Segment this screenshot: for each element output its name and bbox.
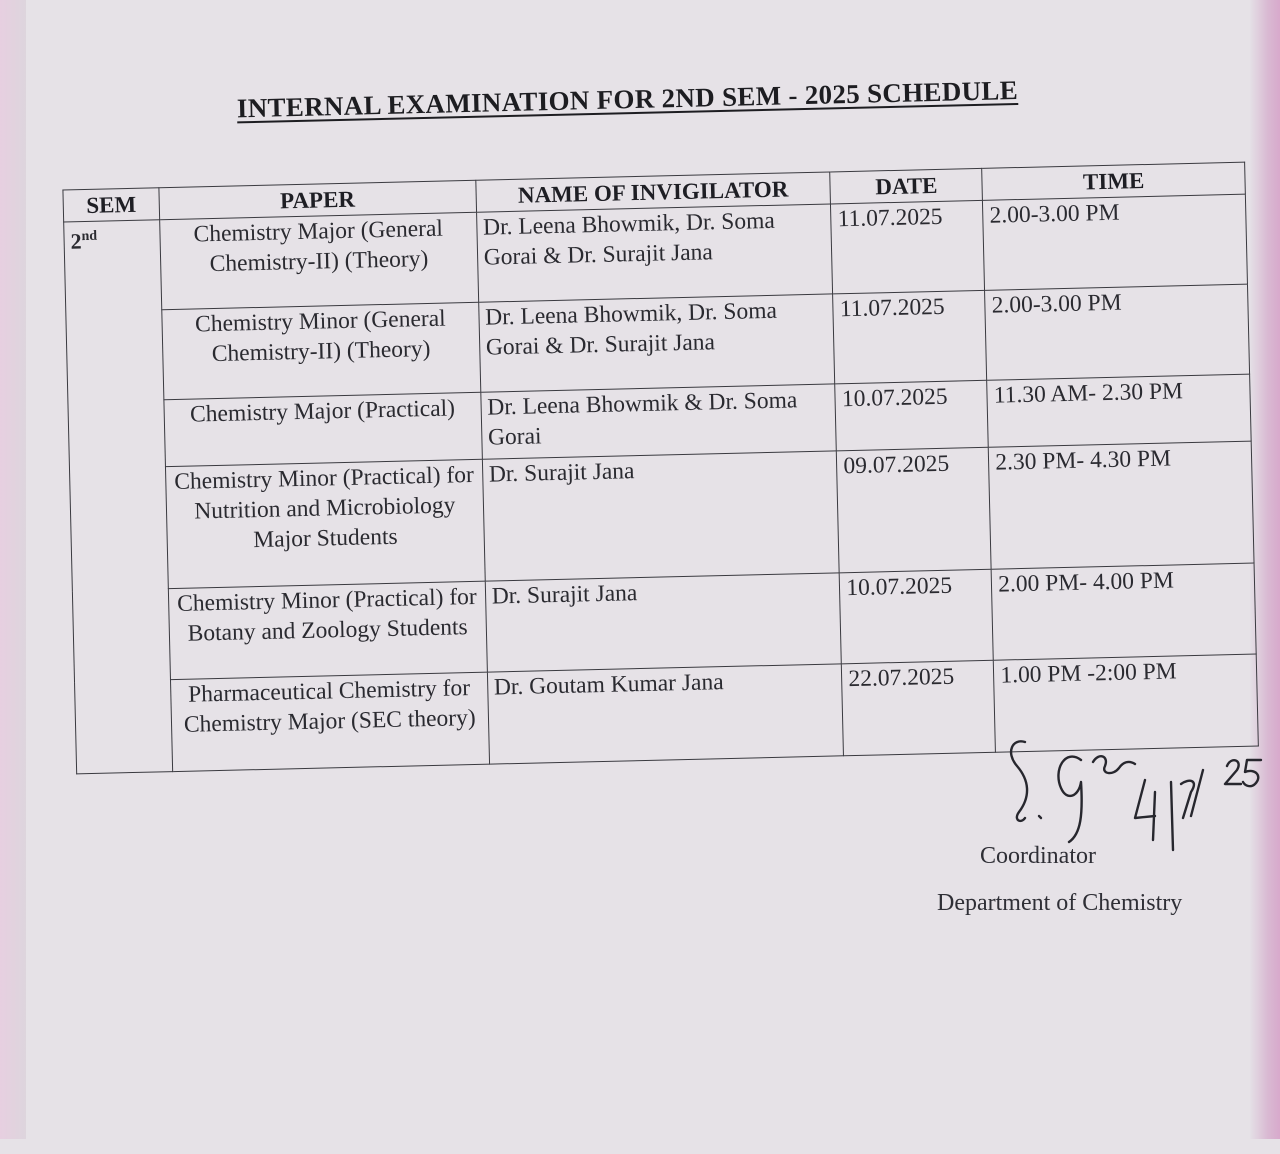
invigilator-cell: Dr. Surajit Jana bbox=[485, 573, 842, 672]
time-cell: 11.30 AM- 2.30 PM bbox=[987, 374, 1251, 447]
header-sem: SEM bbox=[63, 188, 160, 222]
time-cell: 2.00-3.00 PM bbox=[985, 284, 1250, 380]
header-invigilator: NAME OF INVIGILATOR bbox=[475, 172, 830, 212]
date-cell: 10.07.2025 bbox=[840, 569, 994, 664]
time-cell: 1.00 PM -2:00 PM bbox=[994, 654, 1259, 752]
invigilator-cell: Dr. Leena Bhowmik & Dr. Soma Gorai bbox=[480, 384, 836, 459]
date-cell: 11.07.2025 bbox=[833, 290, 987, 384]
coordinator-label: Coordinator bbox=[980, 843, 1096, 869]
time-cell: 2.00-3.00 PM bbox=[983, 194, 1248, 290]
header-date: DATE bbox=[830, 168, 983, 204]
time-cell: 2.00 PM- 4.00 PM bbox=[991, 563, 1256, 660]
header-time: TIME bbox=[982, 162, 1245, 200]
invigilator-cell: Dr. Goutam Kumar Jana bbox=[487, 664, 844, 764]
paper-cell: Chemistry Minor (Practical) for Nutrition and Microbiology Major Students bbox=[165, 459, 485, 588]
header-paper: PAPER bbox=[159, 180, 476, 219]
paper-cell: Chemistry Minor (General Chemistry-II) (Theory) bbox=[162, 302, 481, 399]
invigilator-cell: Dr. Leena Bhowmik, Dr. Soma Gorai & Dr. Surajit Jana bbox=[476, 204, 833, 302]
sem-suffix: nd bbox=[81, 228, 98, 245]
document-title: INTERNAL EXAMINATION FOR 2ND SEM - 2025 SCHEDULE bbox=[236, 75, 1019, 124]
date-cell: 22.07.2025 bbox=[842, 660, 996, 756]
department-label: Department of Chemistry bbox=[937, 890, 1183, 916]
time-cell: 2.30 PM- 4.30 PM bbox=[989, 441, 1255, 569]
signature-drawing bbox=[995, 730, 1275, 860]
exam-schedule-table bbox=[62, 162, 1258, 775]
handwritten-signature bbox=[995, 730, 1275, 860]
invigilator-cell: Dr. Leena Bhowmik, Dr. Soma Gorai & Dr. Surajit Jana bbox=[478, 294, 835, 392]
sem-number: 2 bbox=[70, 228, 82, 254]
date-cell: 09.07.2025 bbox=[837, 447, 992, 573]
invigilator-cell: Dr. Surajit Jana bbox=[482, 451, 839, 581]
paper-cell: Chemistry Major (Practical) bbox=[164, 392, 482, 466]
date-cell: 10.07.2025 bbox=[835, 380, 988, 451]
paper-cell: Chemistry Major (General Chemistry-II) (Theory) bbox=[160, 212, 479, 309]
paper-cell: Chemistry Minor (Practical) for Botany and Zoology Students bbox=[168, 581, 487, 679]
date-cell: 11.07.2025 bbox=[831, 200, 985, 294]
sem-cell bbox=[64, 220, 173, 774]
paper-cell: Pharmaceutical Chemistry for Chemistry Major (SEC theory) bbox=[170, 672, 489, 771]
